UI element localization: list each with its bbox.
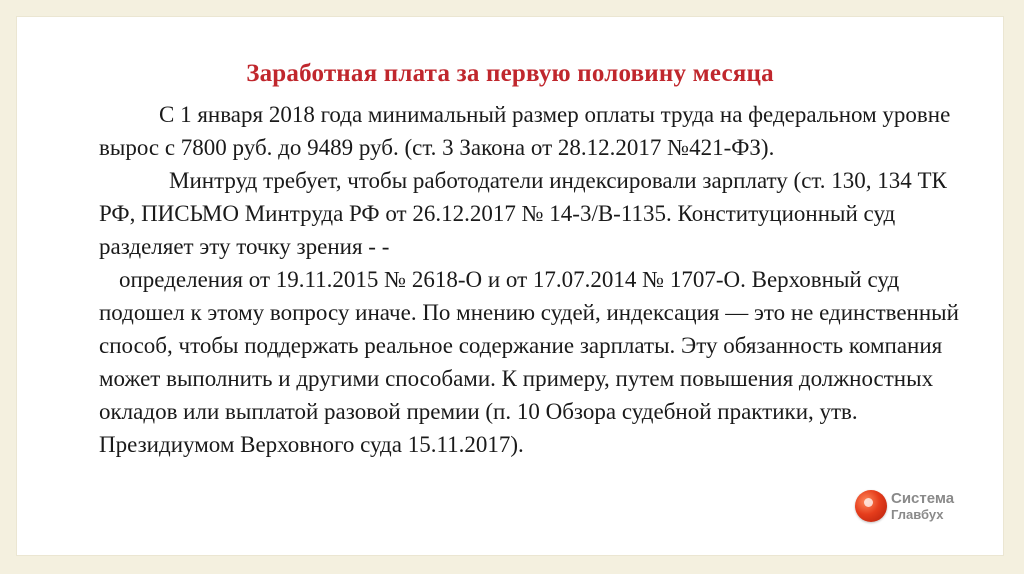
- logo-text-line1: Система: [891, 490, 955, 507]
- logo-text-line2: Главбух: [891, 507, 944, 522]
- watermark-logo: [855, 490, 985, 550]
- paragraph-mrot: С 1 января 2018 года минимальный размер оплаты труда на федеральном уровне вырос с 7800 руб. до 9489 руб. (ст. 3 Закона от 28.12.2017 №421-ФЗ).: [99, 102, 951, 160]
- paragraph-mintrud: Минтруд требует, чтобы работодатели индексировали зарплату (ст. 130, 134 ТК РФ, ПИСЬМО Минтруда РФ от 26.12.2017 № 14-3/В-1135. Конституционный суд разделяет эту точку зрения - -: [99, 168, 947, 259]
- slide-title: Заработная плата за первую половину месяца: [246, 60, 774, 87]
- paragraph-supreme-court: определения от 19.11.2015 № 2618-О и от 17.07.2014 № 1707-О. Верховный суд подошел к этому вопросу иначе. По мнению судей, индексация — это не единственный способ, чтобы поддержать реальное содержание зарплаты. Эту обязанность компания может выполнить и другими способами. К примеру, путем повышения должностных окладов или выплатой разовой премии (п. 10 Обзора судебной практики, утв. Президиумом Верховного суда 15.11.2017).: [99, 267, 959, 457]
- slide-card: [16, 16, 1004, 556]
- slide-body: [99, 98, 969, 461]
- logo-ball-icon: [855, 490, 887, 522]
